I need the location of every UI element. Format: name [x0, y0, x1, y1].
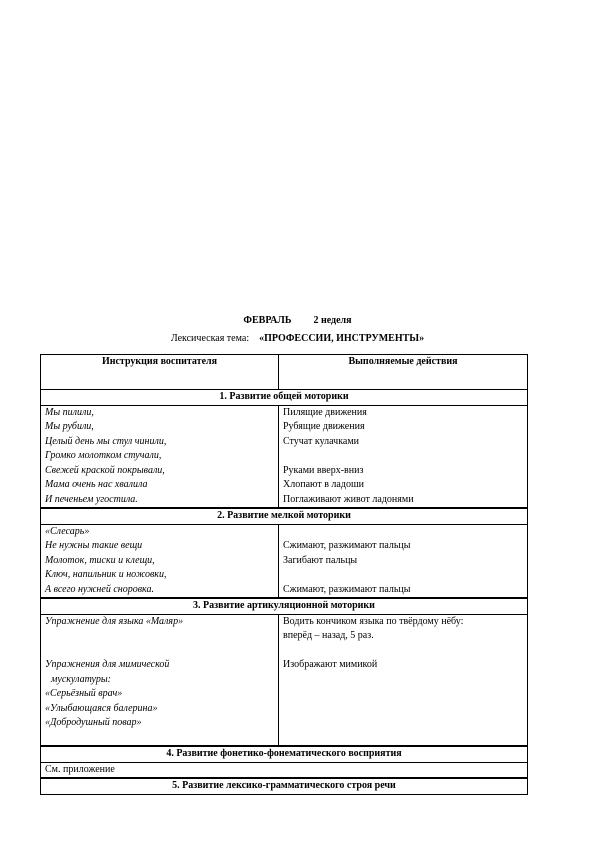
action-line: Сжимают, разжимают пальцы	[283, 583, 411, 595]
poem-line: Целый день мы стул чинили,	[45, 435, 167, 447]
section-title: 3. Развитие артикуляционной моторики	[41, 598, 528, 614]
theme-label: Лексическая тема:	[170, 333, 250, 344]
section-3-actions	[279, 614, 528, 746]
poem-line: Мы пилили,	[45, 406, 94, 418]
blank-line	[45, 629, 274, 644]
section-5-header	[41, 778, 528, 794]
poem-line: А всего нужней сноровка.	[45, 583, 154, 595]
action-line: Водить кончиком языка по твёрдому нёбу:	[283, 615, 464, 627]
week-label: 2 неделя	[313, 315, 352, 326]
page-heading-theme	[0, 333, 595, 345]
section-1-row	[41, 405, 528, 508]
column-header-actions: Выполняемые действия	[279, 355, 528, 390]
poem-line: Свежей краской покрывали,	[45, 464, 165, 476]
blank-line	[283, 568, 523, 583]
blank-line	[283, 449, 523, 464]
section-4-row	[41, 762, 528, 778]
page-heading-month-week	[0, 315, 595, 327]
theme-title: «ПРОФЕССИИ, ИНСТРУМЕНТЫ»	[259, 333, 425, 344]
section-4-header	[41, 746, 528, 762]
section-title: 2. Развитие мелкой моторики	[41, 508, 528, 524]
section-3-instruction	[41, 614, 279, 746]
blank-line	[283, 644, 523, 659]
exercise-line: Упражнение для языка «Маляр»	[45, 615, 184, 627]
month-label: ФЕВРАЛЬ	[243, 315, 292, 326]
blank-line	[283, 525, 523, 540]
action-line: Рубящие движения	[283, 421, 365, 432]
poem-line: Ключ, напильник и ножовки,	[45, 569, 167, 580]
section-2-row	[41, 524, 528, 598]
action-line: Хлопают в ладоши	[283, 479, 365, 490]
table-header-row	[41, 355, 528, 390]
section-4-content: См. приложение	[41, 762, 528, 778]
exercise-line: Упражнения для мимической	[45, 659, 170, 670]
section-3-header	[41, 598, 528, 614]
action-line: Стучат кулачками	[283, 435, 360, 447]
poem-line: Громко молотком стучали,	[45, 450, 162, 461]
section-title: 5. Развитие лексико-грамматического строя речи	[41, 778, 528, 794]
section-1-instruction	[41, 405, 279, 508]
blank-line	[45, 731, 274, 746]
exercise-line: «Серьёзный врач»	[45, 688, 123, 699]
exercise-line: мускулатуры:	[51, 673, 111, 685]
section-title: 4. Развитие фонетико-фонематического восприятия	[41, 746, 528, 762]
action-line: Поглаживают живот ладонями	[283, 493, 414, 505]
section-title: 1. Развитие общей моторики	[41, 390, 528, 406]
blank-line	[45, 644, 274, 659]
action-line: Пилящие движения	[283, 406, 367, 418]
exercise-line: «Улыбающаяся балерина»	[45, 702, 158, 714]
column-header-instruction: Инструкция воспитателя	[41, 355, 279, 390]
poem-line: Мама очень нас хвалила	[45, 479, 148, 490]
section-1-actions	[279, 405, 528, 508]
action-line: вперёд – назад, 5 раз.	[283, 630, 374, 641]
exercise-line: «Добродушный повар»	[45, 717, 142, 728]
section-2-actions	[279, 524, 528, 598]
section-3-row	[41, 614, 528, 746]
action-line: Руками вверх-вниз	[283, 464, 364, 476]
action-line: Загибают пальцы	[283, 554, 358, 566]
poem-line: И печеньем угостила.	[45, 493, 138, 505]
action-line: Сжимают, разжимают пальцы	[283, 540, 411, 551]
section-2-header	[41, 508, 528, 524]
lesson-plan-table	[40, 354, 528, 795]
poem-line: Мы рубили,	[45, 421, 94, 432]
action-line: Изображают мимикой	[283, 659, 378, 670]
poem-line: Не нужны такие вещи	[45, 540, 143, 551]
poem-title: «Слесарь»	[45, 525, 90, 537]
section-1-header	[41, 390, 528, 406]
section-2-instruction	[41, 524, 279, 598]
poem-line: Молоток, тиски и клещи,	[45, 554, 155, 566]
